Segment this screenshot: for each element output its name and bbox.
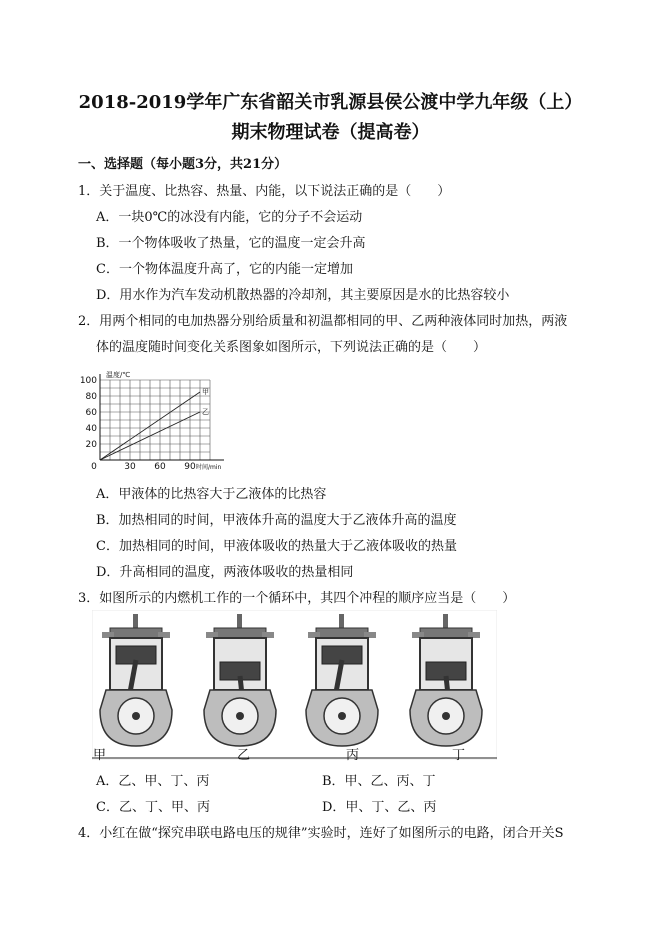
question-3-option-d: D．甲、丁、乙、丙 [322, 800, 437, 815]
question-3-option-b: B．甲、乙、丙、丁 [322, 774, 436, 789]
figure-label-bing: 丙 [346, 748, 360, 763]
question-1-option-c: C．一个物体温度升高了，它的内能一定增加 [96, 262, 353, 277]
question-1-option-b: B．一个物体吸收了热量，它的温度一定会升高 [96, 236, 366, 251]
engine-cylinder-drawing [204, 614, 276, 746]
cylinder-head [110, 628, 162, 638]
x-tick-label: 90 [184, 462, 196, 471]
engine-strokes-figure [92, 610, 497, 760]
cylinder-head [420, 628, 472, 638]
question-3-option-c: C．乙、丁、甲、丙 [96, 800, 210, 815]
question-2-option-d: D．升高相同的温度，两液体吸收的热量相同 [96, 565, 354, 580]
y-tick-label: 80 [85, 392, 97, 402]
crank-shaft [132, 712, 140, 720]
question-3-option-a: A．乙、甲、丁、丙 [96, 774, 210, 789]
y-tick-label: 20 [85, 440, 97, 450]
cylinder-head [214, 628, 266, 638]
question-4-stem: 4．小红在做“探究串联电路电压的规律”实验时，连好了如图所示的电路，闭合开关S [78, 826, 564, 841]
engine-cylinder-drawing [100, 614, 172, 746]
chart-grid [100, 380, 210, 460]
question-2-option-b: B．加热相同的时间，甲液体升高的温度大于乙液体升高的温度 [96, 513, 457, 528]
x-tick-label: 0 [91, 462, 97, 471]
series-label: 乙 [202, 408, 209, 416]
spark-plug [237, 614, 242, 628]
paper-title-line1: 2018-2019学年广东省韶关市乳源县侯公渡中学九年级（上） [78, 92, 583, 113]
y-tick-label: 60 [85, 408, 97, 418]
x-tick-label: 60 [154, 462, 166, 471]
question-1-option-a: A．一块0℃的冰没有内能，它的分子不会运动 [96, 210, 363, 225]
crank-shaft [442, 712, 450, 720]
x-tick-label: 30 [124, 462, 136, 471]
y-tick-label: 40 [85, 424, 97, 434]
section-heading: 一、选择题（每小题3分，共21分） [78, 157, 288, 172]
spark-plug [443, 614, 448, 628]
question-2-option-c: C．加热相同的时间，甲液体吸收的热量大于乙液体吸收的热量 [96, 539, 457, 554]
paper-title-line2: 期末物理试卷（提高卷） [231, 122, 430, 143]
temperature-time-chart [74, 363, 224, 471]
question-2-option-a: A．甲液体的比热容大于乙液体的比热容 [96, 487, 327, 502]
y-tick-label: 100 [79, 376, 97, 386]
y-axis-label: 温度/℃ [106, 371, 131, 379]
cylinder-head [316, 628, 368, 638]
spark-plug [339, 614, 344, 628]
x-axis-label: 时间/min [196, 464, 222, 471]
figure-label-jia: 甲 [93, 748, 107, 763]
series-label: 甲 [202, 388, 209, 396]
question-2-stem-line1: 2．用两个相同的电加热器分别给质量和初温都相同的甲、乙两种液体同时加热，两液 [78, 314, 568, 329]
question-1-stem: 1．关于温度、比热容、热量、内能，以下说法正确的是（ ） [78, 184, 451, 199]
engine-cylinder-drawing [410, 614, 482, 746]
figure-label-ding: 丁 [452, 748, 466, 763]
question-1-option-d: D．用水作为汽车发动机散热器的冷却剂，其主要原因是水的比热容较小 [96, 288, 510, 303]
crank-shaft [338, 712, 346, 720]
question-3-stem: 3．如图所示的内燃机工作的一个循环中，其四个冲程的顺序应当是（ ） [78, 591, 516, 606]
engine-cylinder-drawing [306, 614, 378, 746]
figure-label-yi: 乙 [237, 748, 251, 763]
crank-shaft [236, 712, 244, 720]
question-2-stem-line2: 体的温度随时间变化关系图象如图所示，下列说法正确的是（ ） [96, 340, 487, 355]
spark-plug [133, 614, 138, 628]
